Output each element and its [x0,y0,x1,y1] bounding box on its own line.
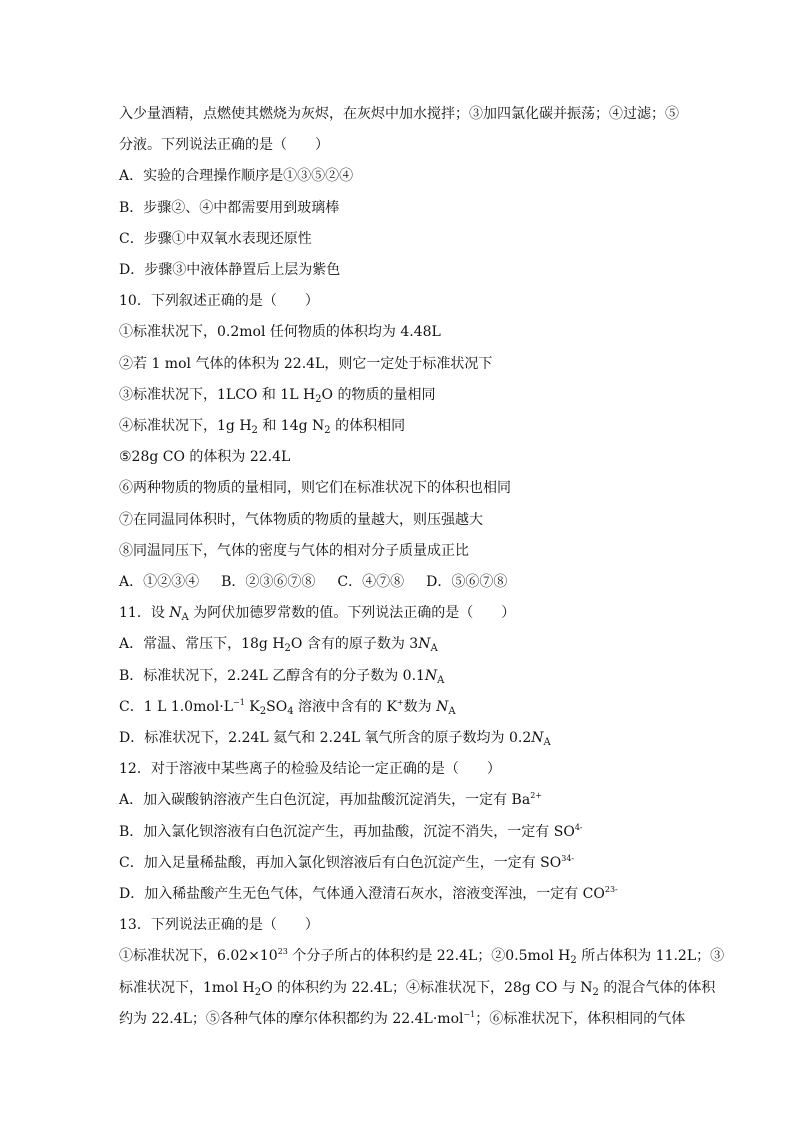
text-line: 10．下列叙述正确的是（ ） [119,293,319,310]
text-line: 约为 22.4L；⑤各种气体的摩尔体积都约为 22.4L·mol$^{-1}$；⑥标准状况下，体积相同的气体 [119,1009,686,1027]
text-line: ③标准状况下，1LCO 和 1L $H_2O$ 的物质的量相同 [119,386,436,405]
text-line: D．标准状况下，2.24L 氦气和 2.24L 氧气所含的原子数均为 $0.2N_A$ [119,730,551,748]
text-line: D．加入稀盐酸产生无色气体，气体通入澄清石灰水，溶液变浑浊，一定有 $CO^{23-}$ [119,885,618,902]
text-line: ①标准状况下，0.2mol 任何物质的体积均为 4.48L [119,324,441,341]
text-line: A．加入碳酸钠溶液产生白色沉淀，再加盐酸沉淀消失，一定有 $Ba^{2+}$ [119,791,542,809]
text-line: C．1 L $1.0mol\cdot L^{-1}$ $K_2SO_4$ 溶液中含有的 K+数为 $N_A$ [119,697,456,717]
text-line: ⑥两种物质的物质的量相同，则它们在标准状况下的体积也相同 [119,480,511,497]
text-line: B．步骤②、④中都需要用到玻璃棒 [119,199,340,216]
text-line: A．实验的合理操作顺序是①③⑤②④ [119,168,354,185]
text-line: A．①②③④ B．②③⑥⑦⑧ C．④⑦⑧ D．⑤⑥⑦⑧ [119,574,508,590]
text-line: 13．下列说法正确的是（ ） [119,917,319,934]
text-line: ①标准状况下，$6.02\times 10^{23}$ 个分子所占的体积约是 22.4L；②0.5mol $H_2$ 所占体积为 11.2L；③ [119,947,725,967]
text-line: 12．对于溶液中某些离子的检验及结论一定正确的是（ ） [119,761,501,778]
text-line: 分液。下列说法正确的是（ ） [119,137,329,154]
text-line: ⑧同温同压下，气体的密度与气体的相对分子质量成正比 [119,542,469,559]
text-line: ④标准状况下，1g $H_2$ 和 14g $N_2$ 的体积相同 [119,418,406,436]
text-line: A．常温、常压下，18g $H_2O$ 含有的原子数为 $3N_A$ [119,636,438,655]
text-line: 11．设 $N_A$ 为阿伏加德罗常数的值。下列说法正确的是（ ） [119,605,516,624]
text-line: B．标准状况下，2.24L 乙醇含有的分子数为 $0.1N_A$ [119,667,445,686]
text-line: C．加入足量稀盐酸，再加入氯化钡溶液后有白色沉淀产生，一定有 $SO^{34-}$ [119,853,575,871]
text-line: C．步骤①中双氧水表现还原性 [119,230,312,247]
text-line: B．加入氯化钡溶液有白色沉淀产生，再加盐酸，沉淀不消失，一定有 $SO^{4-}$ [119,822,583,840]
text-line: ②若 1 mol 气体的体积为 22.4L，则它一定处于标准状况下 [119,355,493,372]
text-line: 入少量酒精，点燃使其燃烧为灰烬，在灰烬中加水搅拌；③加四氯化碳并振荡；④过滤；⑤ [119,106,679,122]
text-line: ⑦在同温同体积时，气体物质的物质的量越大，则压强越大 [119,511,483,528]
text-line: ⑤28g CO 的体积为 22.4L [119,449,291,466]
text-line: 标准状况下，1mol $H_2O$ 的体积约为 22.4L；④标准状况下，28g CO 与 $N_2$ 的混合气体的体积 [119,979,716,998]
text-line: D．步骤③中液体静置后上层为紫色 [119,262,341,278]
